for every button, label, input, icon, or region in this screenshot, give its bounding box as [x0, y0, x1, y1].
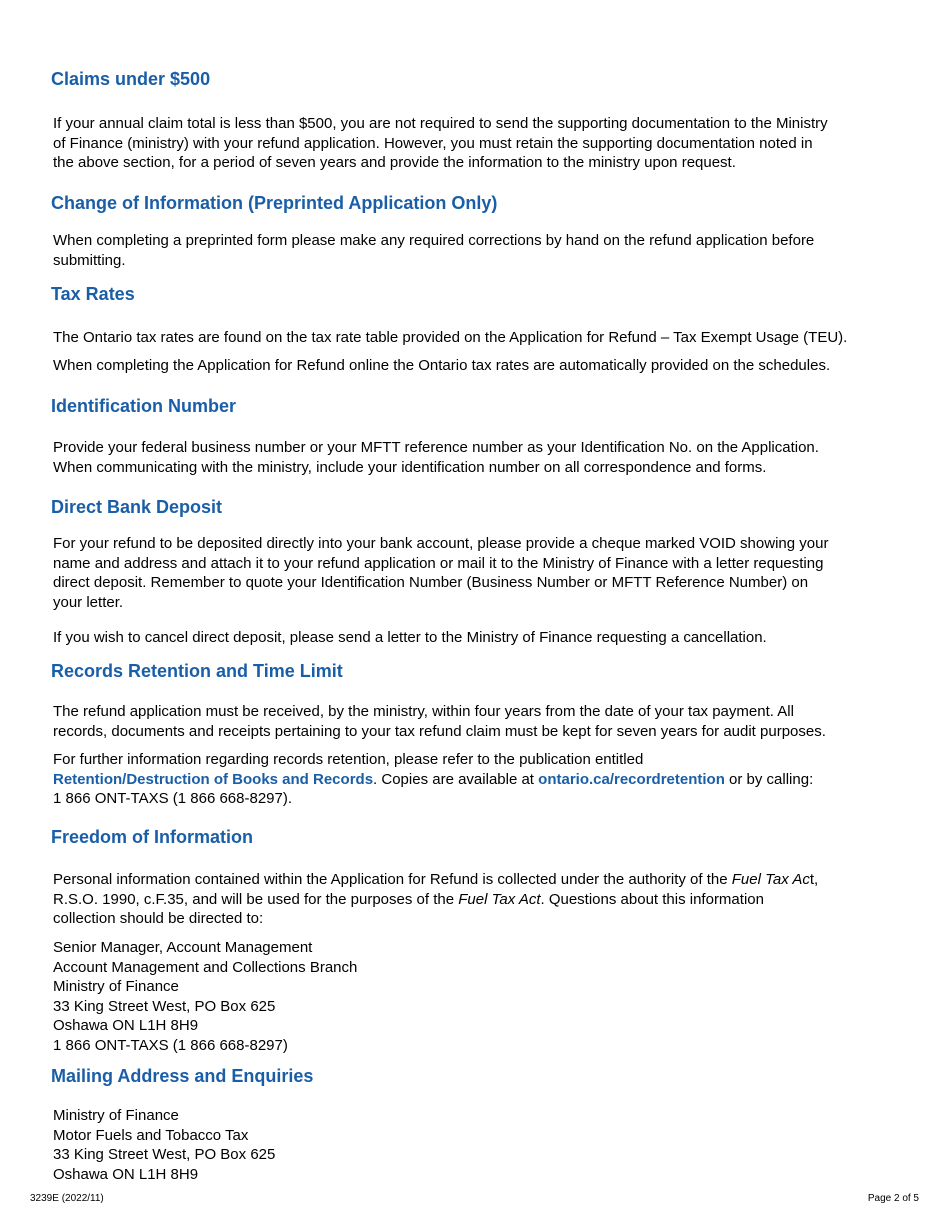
text-fragment: or by calling: — [724, 770, 814, 788]
text-line: For further information regarding records retention, please refer to the publication entitled — [53, 751, 644, 768]
paragraph-claims — [53, 114, 913, 173]
paragraph-records-2 — [53, 750, 913, 809]
text-line — [53, 870, 913, 890]
form-id: 3239E (2022/11) — [30, 1193, 104, 1204]
address-senior-manager — [53, 938, 913, 1055]
paragraph-foi — [53, 870, 913, 929]
heading-freedom-of-information: Freedom of Information — [51, 827, 253, 847]
text-fragment: R.S.O. 1990, c.F.35, and will be used for the purposes of the — [53, 890, 459, 908]
text-line: For your refund to be deposited directly into your bank account, please provide a cheque marked VOID showing your — [53, 535, 829, 552]
text-line — [53, 890, 913, 910]
link-retention-destruction-publication[interactable]: Retention/Destruction of Books and Records — [53, 770, 374, 788]
address-line: Ministry of Finance — [53, 1107, 179, 1124]
text-fragment: t, — [809, 871, 819, 888]
text-line — [53, 770, 913, 790]
heading-direct-bank-deposit: Direct Bank Deposit — [51, 497, 223, 517]
heading-claims-under-500: Claims under $500 — [51, 69, 211, 89]
address-line: Ministry of Finance — [53, 978, 179, 995]
text-line: collection should be directed to: — [53, 910, 264, 927]
address-line: Senior Manager, Account Management — [53, 939, 313, 956]
heading-tax-rates: Tax Rates — [51, 284, 135, 304]
address-line: Motor Fuels and Tobacco Tax — [53, 1126, 249, 1144]
address-line: 33 King Street West, PO Box 625 — [53, 997, 276, 1015]
text-line: records, documents and receipts pertaining to your tax refund claim must be kept for seven years for audit purposes. — [53, 722, 826, 740]
text-line: direct deposit. Remember to quote your Identification Number (Business Number or MFTT Reference Number) on — [53, 574, 809, 591]
text-line: your letter. — [53, 593, 124, 611]
address-line: Oshawa ON L1H 8H9 — [53, 1165, 199, 1183]
paragraph-identification — [53, 438, 913, 477]
text-line: The refund application must be received, by the ministry, within four years from the date of your tax payment. All — [53, 703, 794, 720]
link-ontario-record-retention[interactable]: ontario.ca/recordretention — [538, 770, 725, 788]
address-line: Oshawa ON L1H 8H9 — [53, 1017, 199, 1034]
text-fragment: Personal information contained within the Application for Refund is collected under the authority of the — [53, 871, 732, 888]
text-fragment: . Copies are available at — [373, 770, 539, 788]
text-line: submitting. — [53, 251, 126, 269]
paragraph-tax-rates-2 — [53, 356, 913, 376]
text-line: When completing the Application for Refund online the Ontario tax rates are automatically provided on the schedules. — [53, 357, 831, 374]
paragraph-tax-rates-1 — [53, 328, 913, 348]
text-line: the above section, for a period of seven years and provide the information to the ministry upon request. — [53, 154, 736, 171]
paragraph-deposit-1 — [53, 534, 913, 612]
text-line: When communicating with the ministry, include your identification number on all correspondence and forms. — [53, 458, 767, 476]
address-mailing — [53, 1106, 913, 1184]
text-line: Provide your federal business number or your MFTT reference number as your Identification No. on the Application. — [53, 439, 819, 456]
heading-records-retention: Records Retention and Time Limit — [51, 661, 343, 681]
text-line: The Ontario tax rates are found on the tax rate table provided on the Application for Refund – Tax Exempt Usage (TEU). — [53, 329, 848, 346]
act-name: Fuel Tax Ac — [731, 871, 810, 888]
heading-identification-number: Identification Number — [51, 396, 237, 416]
text-fragment: . Questions about this information — [540, 890, 764, 908]
text-line: If you wish to cancel direct deposit, please send a letter to the Ministry of Finance requesting a cancellation. — [53, 629, 767, 646]
heading-change-of-information: Change of Information (Preprinted Application Only) — [51, 193, 498, 213]
text-line: 1 866 ONT-TAXS (1 866 668-8297). — [53, 790, 293, 807]
paragraph-deposit-2 — [53, 628, 913, 648]
act-name: Fuel Tax Act — [458, 890, 541, 908]
page-number: Page 2 of 5 — [867, 1193, 919, 1204]
address-line: Account Management and Collections Branch — [53, 958, 358, 976]
text-line: When completing a preprinted form please make any required corrections by hand on the refund application before — [53, 232, 815, 249]
text-line: of Finance (ministry) with your refund application. However, you must retain the supporting documentation noted in — [53, 134, 813, 152]
paragraph-records-1 — [53, 702, 913, 741]
address-line: 33 King Street West, PO Box 625 — [53, 1146, 276, 1163]
text-line: If your annual claim total is less than $500, you are not required to send the supporting documentation to the Ministry — [53, 115, 828, 132]
paragraph-change — [53, 231, 913, 270]
heading-mailing-address: Mailing Address and Enquiries — [51, 1066, 314, 1086]
text-line: name and address and attach it to your refund application or mail it to the Ministry of Finance with a letter requesting — [53, 554, 824, 572]
address-line: 1 866 ONT-TAXS (1 866 668-8297) — [53, 1036, 288, 1054]
